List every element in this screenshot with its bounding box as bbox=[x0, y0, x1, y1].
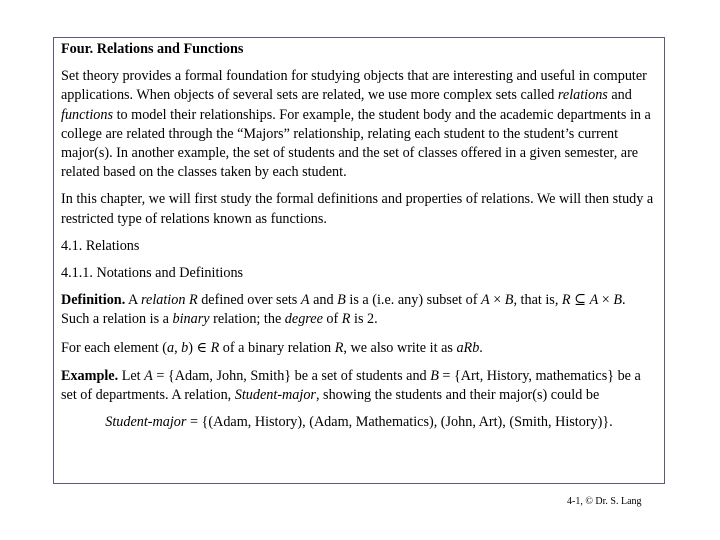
slide-content-box bbox=[53, 37, 665, 484]
chapter-title: Four. Relations and Functions bbox=[61, 41, 244, 57]
intro-paragraph: Set theory provides a formal foundation for studying objects that are interesting and useful in computer applications. When objects of several sets are related, we use more complex sets called relations and functions to model their relationships. For example, the student body and the academic departments in a college are related through the “Majors” relationship, relating each student to the student’s current major(s). In another example, the set of students and the set of classes offered in a given semester, are related based on the classes taken by each student. bbox=[61, 68, 651, 181]
example-paragraph: Example. Let A = {Adam, John, Smith} be a set of students and B = {Art, History, mathematics} be a set of departments. A relation, Student-major, showing the students and their major(s) could be bbox=[61, 367, 641, 404]
student-major-formula: Student-major = {(Adam, History), (Adam, Mathematics), (John, Art), (Smith, History)}. bbox=[105, 414, 613, 431]
section-heading: 4.1. Relations bbox=[61, 237, 140, 254]
chapter-plan-paragraph: In this chapter, we will first study the formal definitions and properties of relations. We will then study a restricted type of relations known as functions. bbox=[61, 191, 654, 227]
notation-paragraph: For each element (a, b) ∈ R of a binary relation R, we also write it as aRb. bbox=[61, 339, 483, 356]
subsection-heading: 4.1.1. Notations and Definitions bbox=[61, 265, 244, 282]
page-footer: 4-1, © Dr. S. Lang bbox=[567, 496, 642, 507]
definition-paragraph: Definition. A relation R defined over sets A and B is a (i.e. any) subset of A × B, that is, R ⊆ A × B. Such a relation is a binary relation; the degree of R is 2. bbox=[61, 292, 626, 328]
